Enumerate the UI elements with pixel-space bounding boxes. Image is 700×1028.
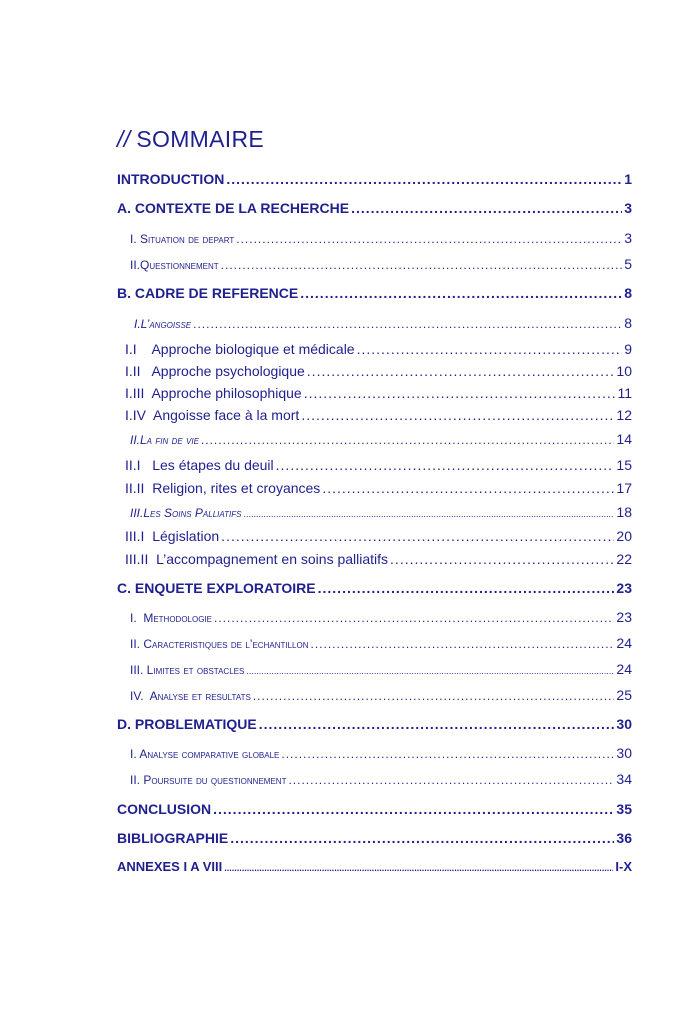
- toc-entry-contexte-recherche[interactable]: [117, 200, 632, 220]
- toc-entry-label: CONCLUSION: [117, 801, 212, 817]
- page-title: [117, 126, 264, 153]
- toc-page-number: 30: [616, 716, 632, 732]
- dot-leader: [276, 457, 615, 473]
- toc-page-number: 23: [616, 609, 632, 625]
- dot-leader: [221, 528, 614, 544]
- toc-page-number: 3: [624, 200, 632, 216]
- toc-entry-religion-rites[interactable]: [125, 480, 632, 500]
- toc-page-number: 18: [616, 504, 632, 520]
- toc-entry-label: I. Methodologie: [130, 611, 213, 625]
- toc-entry-angoisse-mort[interactable]: [125, 407, 632, 427]
- dot-leader: [301, 407, 614, 423]
- toc-entry-label: II.II Religion, rites et croyances: [125, 480, 321, 496]
- dot-leader: [288, 773, 614, 787]
- toc-entry-fin-de-vie[interactable]: [130, 431, 632, 451]
- toc-entry-label: IV. Analyse et resultats: [130, 689, 251, 703]
- toc-page-number: 17: [616, 480, 632, 496]
- toc-entry-label: III. Limites et obstacles: [130, 663, 245, 677]
- dot-leader: [214, 611, 614, 625]
- toc-page-number: 9: [624, 341, 632, 357]
- toc-page-number: 15: [616, 457, 632, 473]
- dot-leader: [310, 637, 614, 651]
- dot-leader: [253, 689, 615, 703]
- toc-entry-label: D. PROBLEMATIQUE: [117, 716, 257, 732]
- toc-entry-etapes-deuil[interactable]: [125, 457, 632, 477]
- toc-entry-label: III.Les Soins Palliatifs: [130, 506, 242, 520]
- toc-page-number: 24: [616, 661, 632, 677]
- dot-leader: [351, 200, 622, 216]
- toc-entry-label: A. CONTEXTE DE LA RECHERCHE: [117, 200, 350, 216]
- toc-page-number: 25: [616, 687, 632, 703]
- toc-entry-poursuite-questionnement[interactable]: [130, 771, 632, 791]
- toc-entry-label: II. Poursuite du questionnement: [130, 773, 287, 787]
- toc-entry-label: I.I Approche biologique et médicale: [125, 341, 355, 357]
- toc-entry-cadre-reference[interactable]: [117, 285, 632, 305]
- toc-entry-label: I.L’angoisse: [134, 317, 192, 331]
- toc-entry-introduction[interactable]: [117, 171, 632, 191]
- toc-entry-soins-palliatifs[interactable]: [130, 504, 632, 524]
- dot-leader: [236, 232, 622, 246]
- toc-page-number: 30: [616, 745, 632, 761]
- toc-entry-label: III.II L’accompagnement en soins palliatifs: [125, 551, 389, 567]
- toc-entry-label: I. Situation de depart: [130, 232, 235, 246]
- dot-leader: [390, 551, 614, 567]
- toc-page-number: 8: [624, 285, 632, 301]
- toc-entry-questionnement[interactable]: [130, 256, 632, 276]
- dot-leader: [193, 317, 622, 331]
- title-slashes: //: [117, 126, 131, 152]
- toc-page-number: 3: [624, 230, 632, 246]
- toc-page-number: 10: [616, 363, 632, 379]
- toc-entry-label: I. Analyse comparative globale: [130, 747, 280, 761]
- toc-entry-enquete-exploratoire[interactable]: [117, 580, 632, 600]
- toc-entry-label: II.La fin de vie: [130, 433, 199, 447]
- toc-entry-label: I.III Approche philosophique: [125, 385, 302, 401]
- toc-entry-label: ANNEXES I A VIII: [117, 859, 223, 874]
- toc-entry-label: INTRODUCTION: [117, 171, 225, 187]
- dot-leader: [322, 480, 614, 496]
- toc-entry-conclusion[interactable]: [117, 801, 632, 821]
- toc-entry-label: B. CADRE DE REFERENCE: [117, 285, 299, 301]
- title-text: SOMMAIRE: [136, 126, 265, 152]
- dot-leader: [224, 863, 613, 873]
- toc-page-number: 12: [616, 407, 632, 423]
- toc-entry-label: I.II Approche psychologique: [125, 363, 305, 379]
- dot-leader: [281, 747, 614, 761]
- toc-page-number: 34: [616, 771, 632, 787]
- toc-page-number: 11: [617, 385, 632, 401]
- toc-entry-label: II.I Les étapes du deuil: [125, 457, 274, 473]
- toc-entry-accompagnement[interactable]: [125, 551, 632, 571]
- toc-page-number: 14: [616, 431, 632, 447]
- toc-entry-label: I.IV Angoisse face à la mort: [125, 407, 300, 423]
- toc-entry-limites-obstacles[interactable]: [130, 661, 632, 681]
- toc-page-number: 36: [616, 830, 632, 846]
- toc-entry-methodologie[interactable]: [130, 609, 632, 629]
- dot-leader: [226, 171, 622, 187]
- dot-leader: [201, 433, 615, 447]
- dot-leader: [300, 285, 622, 301]
- dot-leader: [221, 258, 623, 272]
- toc-page-number: 5: [624, 256, 632, 272]
- toc-page-number: 20: [616, 528, 632, 544]
- toc-entry-annexes[interactable]: [117, 859, 632, 879]
- toc-entry-caracteristiques[interactable]: [130, 635, 632, 655]
- toc-entry-approche-psychologique[interactable]: [125, 363, 632, 383]
- toc-entry-problematique[interactable]: [117, 716, 632, 736]
- toc-entry-label: III.I Législation: [125, 528, 220, 544]
- toc-page-number: 23: [616, 580, 632, 596]
- toc-entry-label: II. Caracteristiques de l’echantillon: [130, 637, 309, 651]
- toc-entry-legislation[interactable]: [125, 528, 632, 548]
- dot-leader: [230, 830, 614, 846]
- toc-page-number: 1: [624, 171, 632, 187]
- toc-entry-analyse-resultats[interactable]: [130, 687, 632, 707]
- dot-leader: [307, 363, 615, 379]
- toc-entry-approche-biologique[interactable]: [125, 341, 632, 361]
- toc-entry-label: C. ENQUETE EXPLORATOIRE: [117, 580, 316, 596]
- dot-leader: [213, 801, 614, 817]
- dot-leader: [246, 666, 614, 676]
- toc-entry-situation-depart[interactable]: [130, 230, 632, 250]
- toc-page-number: 8: [624, 315, 632, 331]
- toc-entry-analyse-comparative[interactable]: [130, 745, 632, 765]
- dot-leader: [243, 509, 614, 519]
- toc-page-number: I-X: [615, 859, 632, 874]
- dot-leader: [318, 580, 615, 596]
- toc-entry-approche-philosophique[interactable]: [125, 385, 632, 405]
- toc-entry-label: II.Questionnement: [130, 258, 219, 272]
- toc-page-number: 35: [616, 801, 632, 817]
- dot-leader: [259, 716, 615, 732]
- toc-page-number: 22: [616, 551, 632, 567]
- toc-entry-bibliographie[interactable]: [117, 830, 632, 850]
- dot-leader: [304, 385, 616, 401]
- toc-page-number: 24: [616, 635, 632, 651]
- dot-leader: [357, 341, 623, 357]
- toc-entry-angoisse[interactable]: [134, 315, 632, 335]
- toc-entry-label: BIBLIOGRAPHIE: [117, 830, 229, 846]
